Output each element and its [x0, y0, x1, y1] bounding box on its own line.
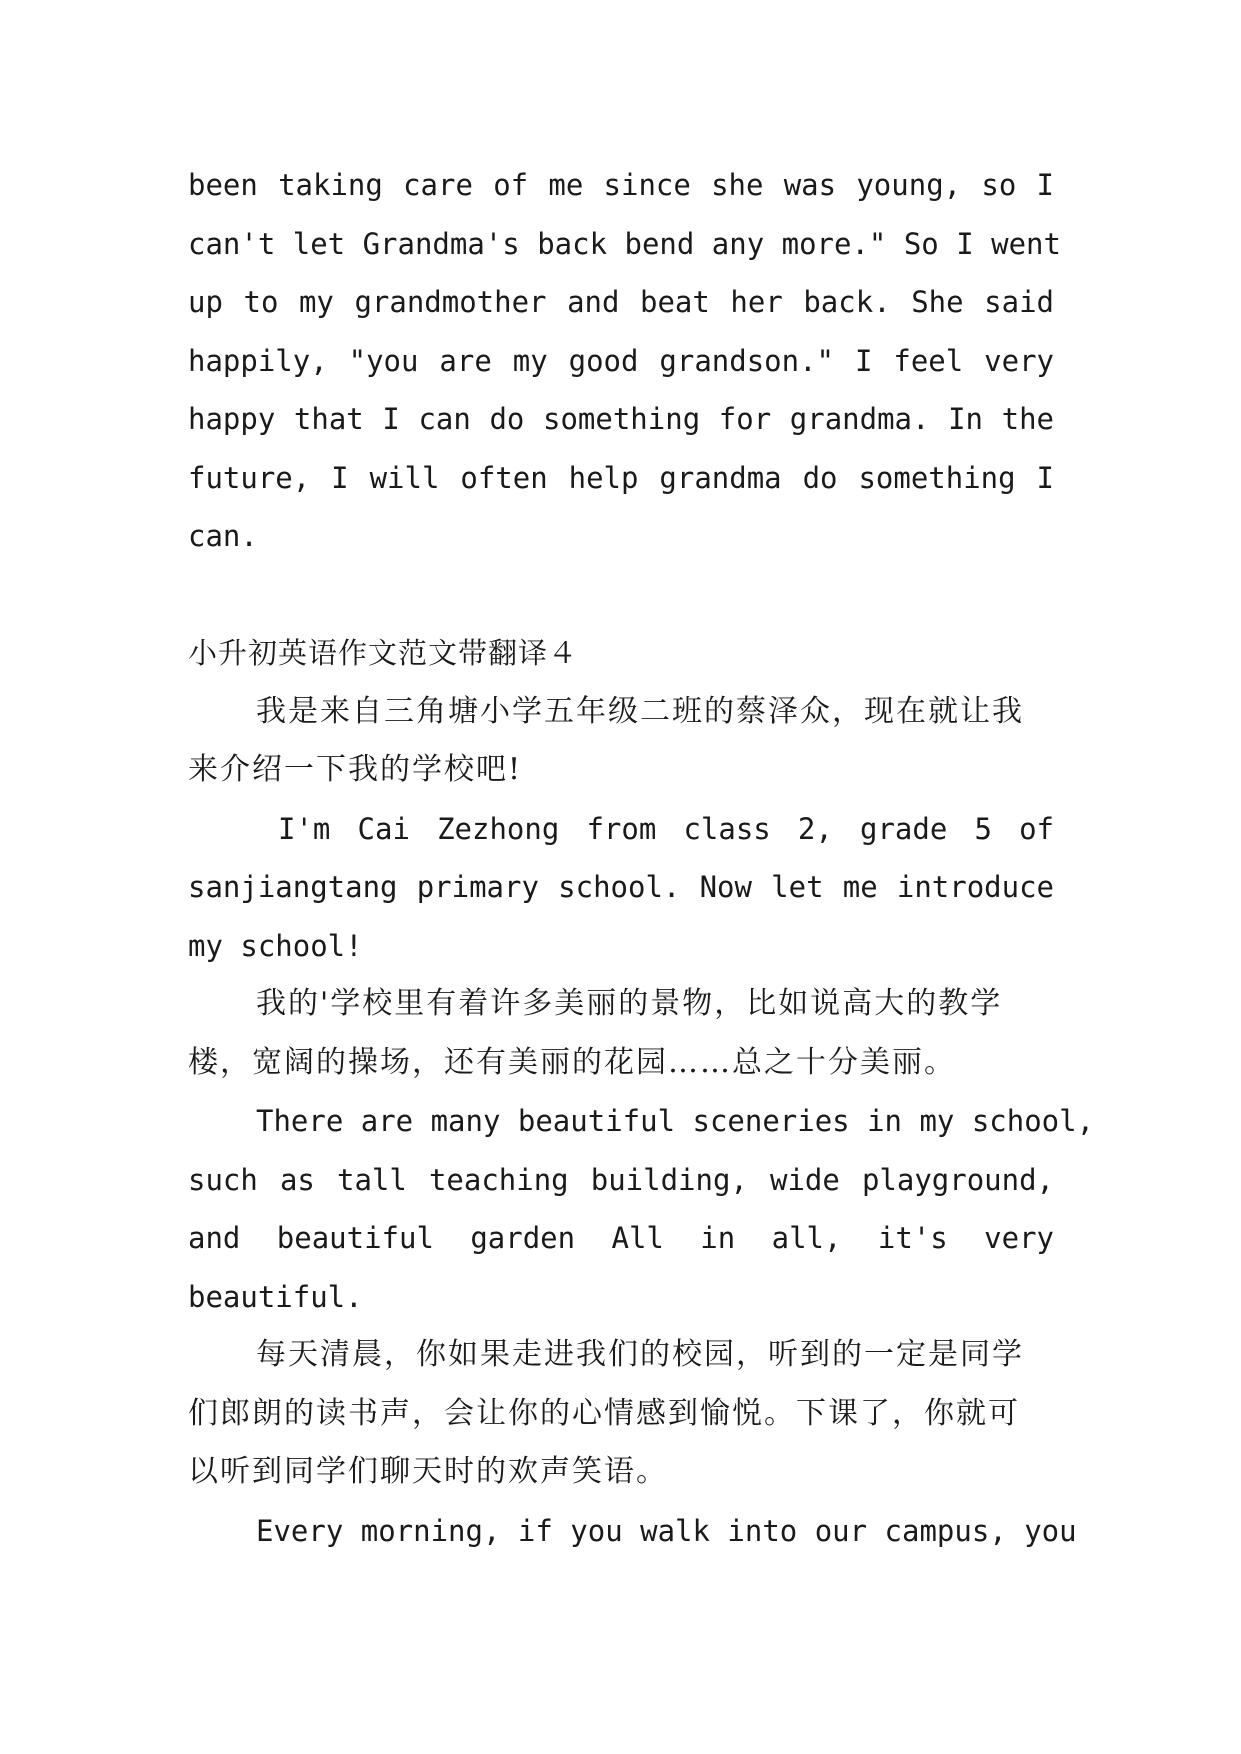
- text-line: sanjiangtang primary school. Now let me introduce: [188, 870, 1054, 904]
- text-line: been taking care of me since she was young, so I: [188, 168, 1054, 202]
- text-line: 我是来自三角塘小学五年级二班的蔡泽众，现在就让我: [256, 693, 1024, 729]
- text-line: Every morning, if you walk into our campus, you: [256, 1513, 1077, 1548]
- text-line: 我的'学校里有着许多美丽的景物，比如说高大的教学: [256, 986, 1003, 1021]
- text-line: such as tall teaching building, wide playground,: [188, 1162, 1054, 1197]
- text-line: 楼，宽阔的操场，还有美丽的花园……总之十分美丽。: [188, 1044, 956, 1080]
- text-line: happy that I can do something for grandma. In the: [188, 402, 1054, 436]
- text-line: my school!: [188, 928, 363, 963]
- text-line: and beautiful garden All in all, it's very: [188, 1221, 1054, 1255]
- text-line: There are many beautiful sceneries in my school,: [256, 1104, 1095, 1138]
- text-line: I'm Cai Zezhong from class 2, grade 5 of: [278, 811, 1054, 846]
- text-line: 以听到同学们聊天时的欢声笑语。: [188, 1454, 668, 1489]
- section-heading: 小升初英语作文范文带翻译４: [188, 636, 579, 670]
- text-line: beautiful.: [188, 1279, 363, 1314]
- text-line: can't let Grandma's back bend any more." So I went: [188, 226, 1061, 261]
- text-line: 每天清晨，你如果走进我们的校园，听到的一定是同学: [256, 1337, 1024, 1372]
- text-line: future, I will often help grandma do something I: [188, 460, 1054, 495]
- text-line: happily, "you are my good grandson." I feel very: [188, 343, 1054, 378]
- text-line: 们郎朗的读书声，会让你的心情感到愉悦。下课了，你就可: [188, 1395, 1020, 1431]
- paragraph-gap: [188, 566, 1054, 625]
- text-line: can.: [188, 519, 258, 553]
- document-body: [188, 156, 1095, 1560]
- text-line: 来介绍一下我的学校吧!: [188, 752, 523, 787]
- text-line: up to my grandmother and beat her back. She said: [188, 285, 1054, 319]
